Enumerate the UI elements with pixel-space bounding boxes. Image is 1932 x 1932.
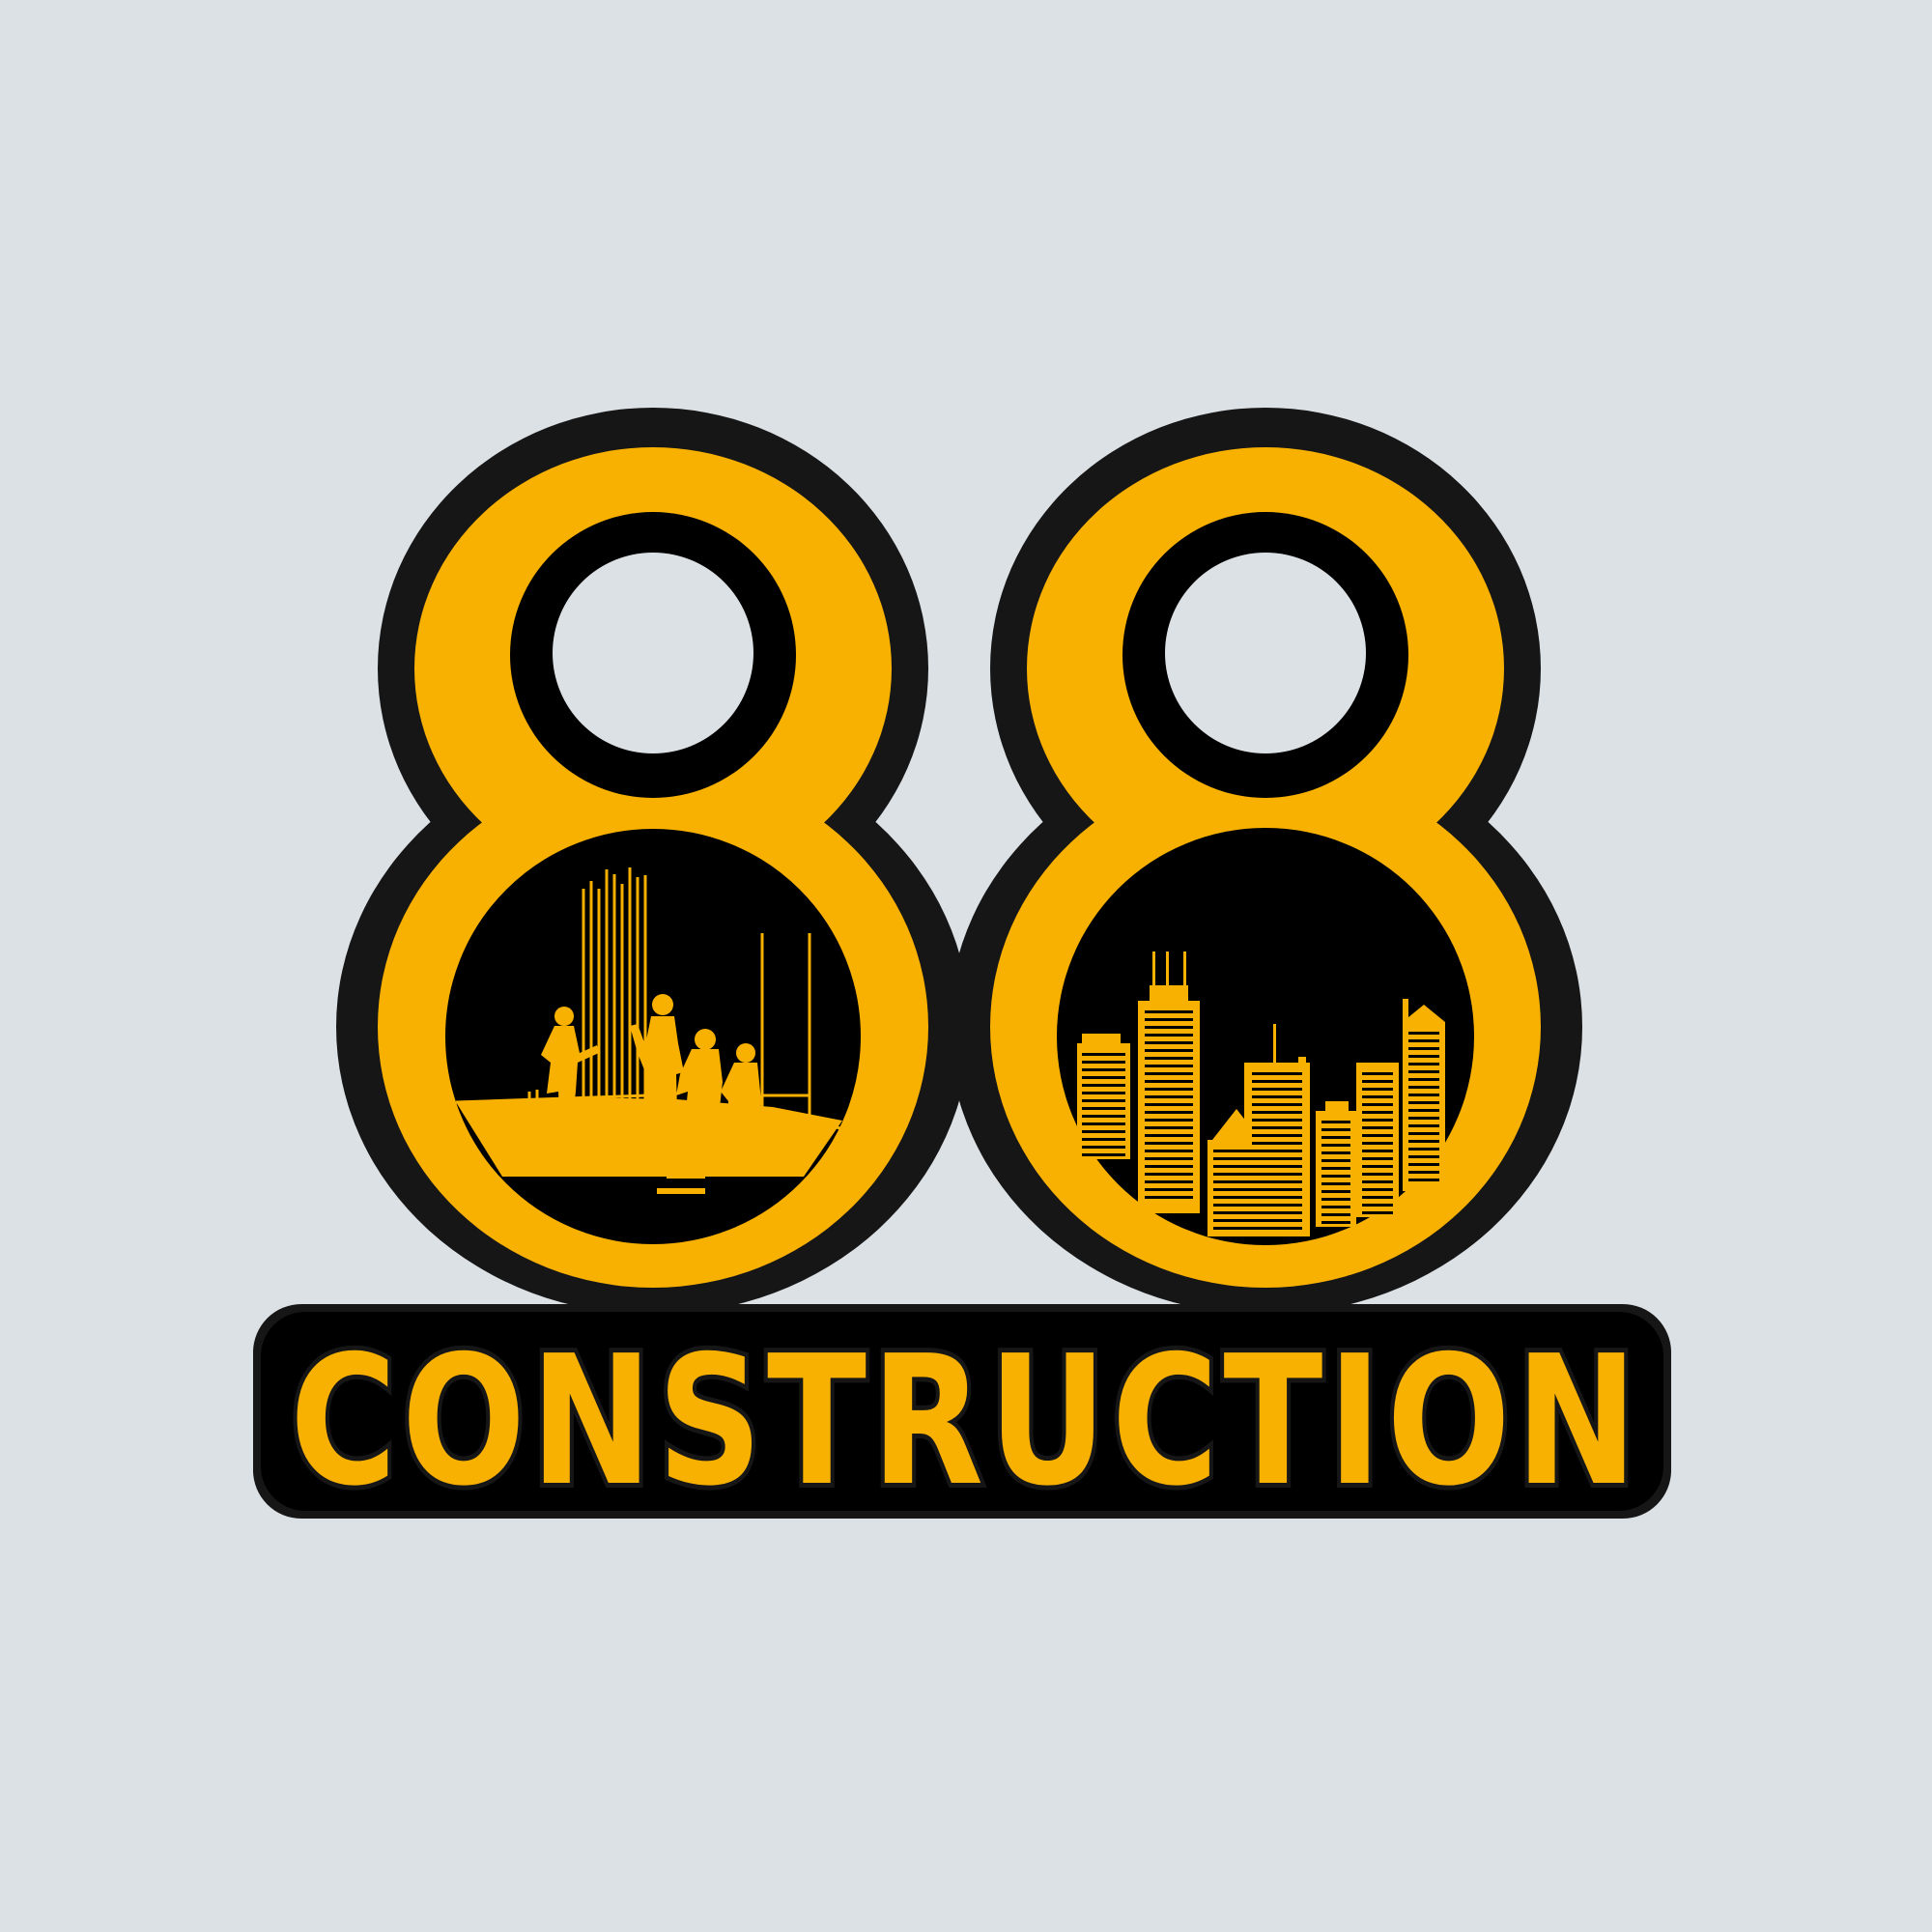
window-stripe	[1321, 1128, 1350, 1131]
window-stripe	[1252, 1219, 1302, 1222]
window-stripe	[1408, 1055, 1439, 1058]
right-eight-counter	[1057, 828, 1474, 1245]
window-stripe	[1408, 1155, 1439, 1158]
window-stripe	[1145, 1088, 1193, 1091]
window-stripe	[1321, 1182, 1350, 1185]
window-stripe	[1213, 1204, 1258, 1207]
window-stripe	[1213, 1180, 1258, 1183]
window-stripe	[1252, 1173, 1302, 1176]
window-stripe	[1082, 1053, 1125, 1056]
window-stripe	[1362, 1134, 1393, 1137]
window-stripe	[1082, 1138, 1125, 1141]
window-stripe	[1408, 1101, 1439, 1104]
window-stripe	[1082, 1092, 1125, 1094]
window-stripe	[1321, 1151, 1350, 1154]
window-stripe	[1145, 1173, 1193, 1176]
window-stripe	[1082, 1146, 1125, 1149]
window-stripe	[1362, 1157, 1393, 1160]
window-stripe	[1082, 1115, 1125, 1118]
window-stripe	[1362, 1165, 1393, 1168]
window-stripe	[1321, 1190, 1350, 1193]
window-stripe	[1408, 1086, 1439, 1089]
window-stripe	[1321, 1213, 1350, 1216]
right-eight	[949, 408, 1582, 1315]
window-stripe	[1082, 1068, 1125, 1071]
window-stripe	[1082, 1084, 1125, 1087]
window-stripe	[1252, 1103, 1302, 1106]
window-stripe	[1145, 1180, 1193, 1183]
window-stripe	[1145, 1065, 1193, 1067]
window-stripe	[1252, 1227, 1302, 1230]
window-stripe	[1213, 1173, 1258, 1176]
window-stripe	[1252, 1165, 1302, 1168]
window-stripe	[1145, 1150, 1193, 1152]
window-stripe	[1362, 1095, 1393, 1098]
window-stripe	[1321, 1167, 1350, 1170]
window-stripe	[1145, 1010, 1193, 1013]
window-stripe	[1362, 1180, 1393, 1183]
window-stripe	[1321, 1206, 1350, 1208]
window-stripe	[1145, 1041, 1193, 1044]
window-stripe	[1145, 1196, 1193, 1199]
window-stripe	[1408, 1039, 1439, 1042]
window-stripe	[1252, 1088, 1302, 1091]
window-stripe	[1145, 1119, 1193, 1122]
right-eight-top-hole	[1165, 553, 1366, 753]
window-stripe	[1082, 1061, 1125, 1064]
window-stripe	[1252, 1188, 1302, 1191]
window-stripe	[1145, 1034, 1193, 1037]
window-stripe	[1252, 1126, 1302, 1129]
window-stripe	[1321, 1136, 1350, 1139]
window-stripe	[1252, 1157, 1302, 1160]
window-stripe	[1213, 1219, 1258, 1222]
window-stripe	[1145, 1049, 1193, 1052]
window-stripe	[1408, 1179, 1439, 1181]
window-stripe	[1213, 1188, 1258, 1191]
window-stripe	[1213, 1196, 1258, 1199]
window-stripe	[1362, 1111, 1393, 1114]
window-stripe	[1252, 1111, 1302, 1114]
window-stripe	[1145, 1095, 1193, 1098]
wordmark-banner	[253, 1304, 1671, 1525]
window-stripe	[1145, 1165, 1193, 1168]
window-stripe	[1362, 1150, 1393, 1152]
window-stripe	[1213, 1227, 1258, 1230]
window-stripe	[1321, 1221, 1350, 1224]
window-stripe	[1408, 1171, 1439, 1174]
window-stripe	[1362, 1142, 1393, 1145]
left-eight-top-hole	[553, 553, 753, 753]
window-stripe	[1408, 1063, 1439, 1065]
window-stripe	[1362, 1188, 1393, 1191]
window-stripe	[1252, 1196, 1302, 1199]
window-stripe	[1145, 1142, 1193, 1145]
window-stripe	[1408, 1124, 1439, 1127]
window-stripe	[1082, 1107, 1125, 1110]
window-stripe	[1408, 1132, 1439, 1135]
window-stripe	[1213, 1150, 1258, 1152]
window-stripe	[1362, 1211, 1393, 1214]
window-stripe	[1408, 1140, 1439, 1143]
window-stripe	[1145, 1126, 1193, 1129]
window-stripe	[1408, 1047, 1439, 1050]
window-stripe	[1321, 1144, 1350, 1147]
window-stripe	[1408, 1094, 1439, 1096]
window-stripe	[1362, 1204, 1393, 1207]
window-stripe	[1321, 1121, 1350, 1123]
window-stripe	[1145, 1026, 1193, 1029]
window-stripe	[1145, 1057, 1193, 1060]
window-stripe	[1145, 1188, 1193, 1191]
window-stripe	[1145, 1103, 1193, 1106]
window-stripe	[1252, 1134, 1302, 1137]
window-stripe	[1082, 1153, 1125, 1156]
window-stripe	[1252, 1142, 1302, 1145]
window-stripe	[1408, 1117, 1439, 1120]
window-stripe	[1321, 1175, 1350, 1178]
window-stripe	[1145, 1111, 1193, 1114]
window-stripe	[1408, 1109, 1439, 1112]
window-stripe	[1082, 1076, 1125, 1079]
window-stripe	[1408, 1148, 1439, 1151]
window-stripe	[1213, 1165, 1258, 1168]
window-stripe	[1252, 1204, 1302, 1207]
window-stripe	[1145, 1157, 1193, 1160]
window-stripe	[1145, 1134, 1193, 1137]
window-stripe	[1145, 1072, 1193, 1075]
window-stripe	[1252, 1080, 1302, 1083]
window-stripe	[1362, 1196, 1393, 1199]
window-stripe	[1252, 1180, 1302, 1183]
window-stripe	[1362, 1103, 1393, 1106]
window-stripe	[1252, 1119, 1302, 1122]
window-stripe	[1082, 1099, 1125, 1102]
window-stripe	[1362, 1088, 1393, 1091]
left-eight-counter	[444, 828, 862, 1245]
window-stripe	[1408, 1070, 1439, 1073]
window-stripe	[1408, 1078, 1439, 1081]
window-stripe	[1362, 1126, 1393, 1129]
window-stripe	[1145, 1080, 1193, 1083]
window-stripe	[1213, 1157, 1258, 1160]
window-stripe	[1362, 1119, 1393, 1122]
window-stripe	[1362, 1173, 1393, 1176]
window-stripe	[1321, 1159, 1350, 1162]
window-stripe	[1408, 1163, 1439, 1166]
window-stripe	[1321, 1198, 1350, 1201]
window-stripe	[1252, 1211, 1302, 1214]
wordmark-construction: CONSTRUCTION	[290, 1317, 1642, 1525]
left-eight	[336, 408, 970, 1315]
window-stripe	[1082, 1130, 1125, 1133]
window-stripe	[1213, 1211, 1258, 1214]
window-stripe	[1252, 1072, 1302, 1075]
window-stripe	[1145, 1018, 1193, 1021]
window-stripe	[1252, 1095, 1302, 1098]
window-stripe	[1082, 1122, 1125, 1125]
window-stripe	[1408, 1032, 1439, 1035]
window-stripe	[1252, 1150, 1302, 1152]
window-stripe	[1362, 1080, 1393, 1083]
window-stripe	[1362, 1072, 1393, 1075]
